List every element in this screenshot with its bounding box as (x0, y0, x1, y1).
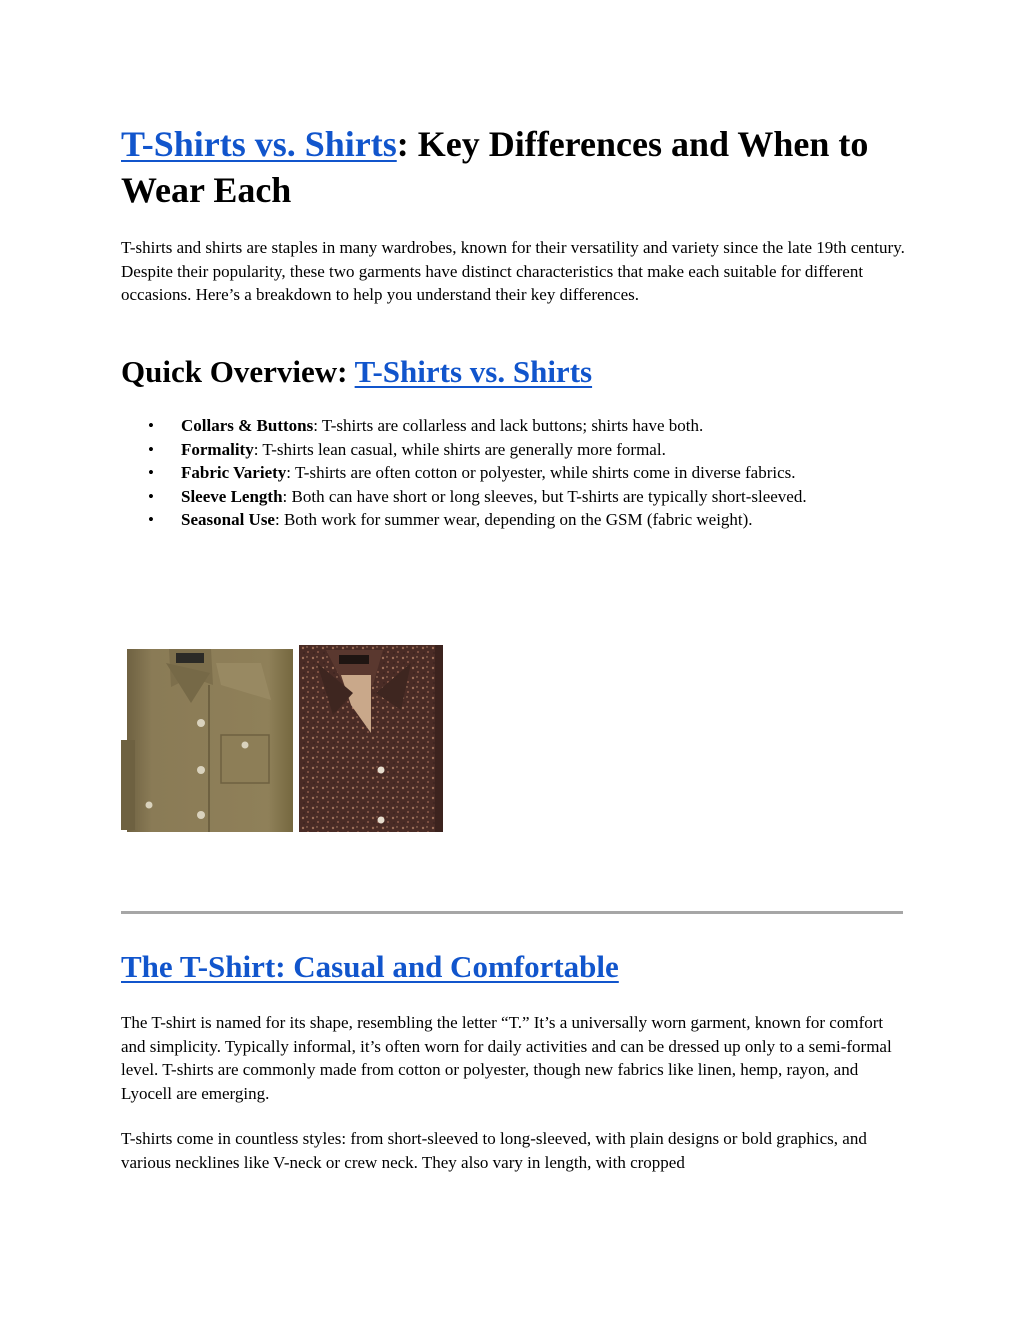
list-item-term: Sleeve Length (181, 486, 283, 506)
list-item-text: : Both can have short or long sleeves, but T-shirts are typically short-sleeved. (282, 486, 807, 506)
list-item-text: : T-shirts lean casual, while shirts are generally more formal. (253, 439, 666, 459)
bullet-icon: • (148, 486, 154, 506)
list-item (121, 485, 861, 509)
section-paragraph-2: T-shirts come in countless styles: from short-sleeved to long-sleeved, with plain designs or bold graphics, and various necklines like V-neck or crew neck. They also vary in length, with cropped (121, 1129, 867, 1172)
bullet-icon: • (148, 416, 154, 435)
title-link[interactable]: T-Shirts vs. Shirts (121, 124, 397, 164)
overview-link[interactable]: T-Shirts vs. Shirts (354, 354, 593, 389)
section-heading-link[interactable]: The T-Shirt: Casual and Comfortable (121, 949, 619, 984)
list-item-term: Fabric Variety (181, 463, 287, 482)
list-item-text: : T-shirts are collarless and lack buttons; shirts have both. (313, 416, 704, 435)
list-item (121, 461, 861, 485)
list-item (121, 414, 861, 438)
folded-shirts-photo (121, 645, 443, 832)
section-paragraph-1: The T-shirt is named for its shape, resembling the letter “T.” It’s a universally worn garment, known for comfort and simplicity. Typically informal, it’s often worn for daily activities and can be dressed up only to a semi-formal level. T-shirts are commonly made from cotton or polyester, though new fabrics like linen, hemp, rayon, and Lyocell are emerging. (121, 1013, 892, 1103)
page-title (121, 121, 906, 213)
overview-list (121, 414, 861, 532)
section-heading (121, 946, 906, 988)
list-item-text: : T-shirts are often cotton or polyester, while shirts come in diverse fabrics. (286, 463, 796, 482)
title-rest: : Key Differences and When to Wear Each (121, 124, 869, 210)
bullet-icon: • (148, 463, 154, 482)
bullet-icon: • (148, 439, 154, 459)
overview-prefix: Quick Overview: (121, 354, 355, 389)
intro-paragraph: T-shirts and shirts are staples in many wardrobes, known for their versatility and variety since the late 19th century. Despite their popularity, these two garments have distinct characteristics that make each suitable for different occasions. Here’s a breakdown to help you understand their key differences. (121, 238, 905, 304)
list-item (121, 508, 861, 532)
list-item-term: Formality (181, 439, 254, 459)
list-item (121, 438, 861, 462)
list-item-text: : Both work for summer wear, depending on the GSM (fabric weight). (274, 510, 753, 529)
overview-heading (121, 352, 906, 392)
list-item-term: Collars & Buttons (181, 416, 314, 435)
bullet-icon: • (148, 510, 154, 529)
list-item-term: Seasonal Use (181, 510, 275, 529)
section-divider (121, 911, 903, 914)
